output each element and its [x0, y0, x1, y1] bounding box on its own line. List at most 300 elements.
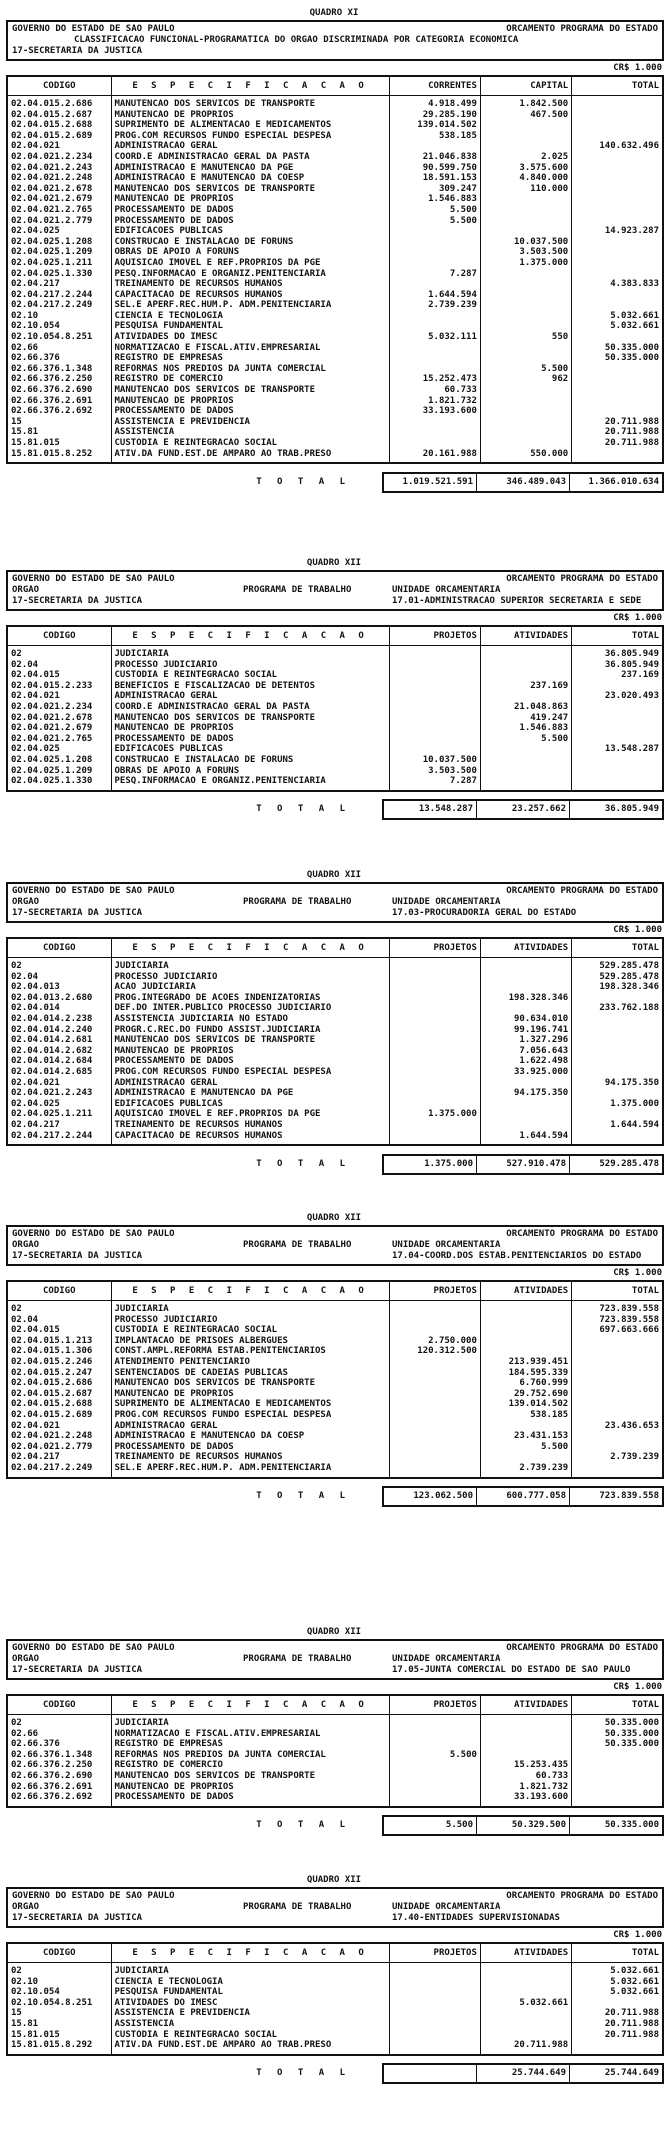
- orgao-label: ORGAO: [12, 1902, 40, 1912]
- cell-col4: 5.500: [480, 1442, 571, 1453]
- total-value: 723.839.558: [569, 1488, 662, 1505]
- cell-especificacao: JUDICIARIA: [111, 958, 389, 972]
- table-row: [7, 1792, 663, 1807]
- table-row: [7, 194, 663, 205]
- cell-total: 50.335.000: [572, 1729, 663, 1740]
- cell-codigo: 15.81.015.8.252: [7, 449, 111, 464]
- cell-codigo: 02.66: [7, 343, 111, 354]
- cell-col3: 2.750.000: [389, 1336, 480, 1347]
- cell-codigo: 02.04.025: [7, 226, 111, 237]
- cell-col3: [389, 681, 480, 692]
- cell-total: 529.285.478: [572, 972, 663, 983]
- currency-unit: CR$ 1.000: [613, 613, 662, 623]
- cell-col4: [480, 982, 571, 993]
- cell-total: [572, 1067, 663, 1078]
- table-row: [7, 216, 663, 227]
- cell-col3: 5.032.111: [389, 332, 480, 343]
- cell-especificacao: MANUTENCAO DE PROPRIOS: [111, 110, 389, 121]
- cell-codigo: 15.81.015: [7, 438, 111, 449]
- cell-col4: [480, 279, 571, 290]
- cell-col3: [389, 1782, 480, 1793]
- cell-codigo: 02.04.014.2.684: [7, 1056, 111, 1067]
- cell-col3: [389, 2030, 480, 2041]
- cell-especificacao: ASSISTENCIA JUDICIARIA NO ESTADO: [111, 1014, 389, 1025]
- table-row: [7, 1336, 663, 1347]
- header-line-1: [12, 1643, 658, 1654]
- cell-especificacao: AQUISICAO IMOVEL E REF.PROPRIOS DA PGE: [111, 258, 389, 269]
- cell-especificacao: JUDICIARIA: [111, 646, 389, 660]
- cell-col3: [389, 1963, 480, 1977]
- cell-codigo: 02.04.014.2.682: [7, 1046, 111, 1057]
- table-row: [7, 1131, 663, 1146]
- table-row: [7, 755, 663, 766]
- cell-codigo: 02.10.054: [7, 1987, 111, 1998]
- cell-col4: [480, 1977, 571, 1988]
- cell-col4: 5.500: [480, 364, 571, 375]
- orgao-label: ORGAO: [12, 897, 40, 907]
- total-cells: [382, 1154, 664, 1175]
- cell-codigo: 02.04.217.2.249: [7, 1463, 111, 1478]
- cell-especificacao: ADMINISTRACAO GERAL: [111, 1078, 389, 1089]
- table-header-row: [7, 1943, 663, 1963]
- cell-col3: [389, 1378, 480, 1389]
- table-row: [7, 141, 663, 152]
- cell-col3: 3.503.500: [389, 766, 480, 777]
- cell-col4: 184.595.339: [480, 1368, 571, 1379]
- table-row: [7, 1421, 663, 1432]
- table-row: [7, 269, 663, 280]
- table-row: [7, 1399, 663, 1410]
- column-header-especificacao: E S P E C I F I C A C A O: [111, 626, 389, 646]
- cell-especificacao: CAPACITACAO DE RECURSOS HUMANOS: [111, 290, 389, 301]
- cell-col3: [389, 2008, 480, 2019]
- table-row: [7, 1378, 663, 1389]
- column-header-total: TOTAL: [572, 1695, 663, 1715]
- cell-col4: [480, 427, 571, 438]
- cell-especificacao: CIENCIA E TECNOLOGIA: [111, 1977, 389, 1988]
- table-row: [7, 1088, 663, 1099]
- cell-col3: 5.500: [389, 205, 480, 216]
- cell-col4: 20.711.988: [480, 2040, 571, 2055]
- programa-label: PROGRAMA DE TRABALHO: [243, 1240, 352, 1250]
- total-value: 346.489.043: [476, 474, 569, 491]
- column-header-col3: CORRENTES: [389, 76, 480, 96]
- cell-col4: 6.760.999: [480, 1378, 571, 1389]
- header-box: [6, 1639, 664, 1680]
- unidade-name: 17.40-ENTIDADES SUPERVISIONADAS: [392, 1913, 560, 1923]
- cell-codigo: 02.04.014.2.685: [7, 1067, 111, 1078]
- column-header-especificacao: E S P E C I F I C A C A O: [111, 76, 389, 96]
- cell-col4: [480, 1729, 571, 1740]
- budget-program-label: ORCAMENTO PROGRAMA DO ESTADO: [506, 886, 658, 896]
- cell-codigo: 02.04.015.2.687: [7, 1389, 111, 1400]
- total-label: T O T A L: [256, 476, 350, 487]
- table-row: [7, 449, 663, 464]
- cell-codigo: 02.66.376.1.348: [7, 364, 111, 375]
- header-line-2: [12, 1902, 658, 1913]
- cell-total: [572, 1357, 663, 1368]
- total-row: [6, 1154, 664, 1174]
- quadro-section: [0, 870, 668, 1174]
- cell-total: [572, 1792, 663, 1807]
- cell-col4: 1.546.883: [480, 723, 571, 734]
- cell-codigo: 02.04.021.2.248: [7, 173, 111, 184]
- cell-codigo: 15.81: [7, 427, 111, 438]
- cell-codigo: 02.04.217.2.244: [7, 1131, 111, 1146]
- table-row: [7, 993, 663, 1004]
- cell-total: 36.805.949: [572, 660, 663, 671]
- table-row: [7, 96, 663, 110]
- total-row: [6, 1816, 664, 1836]
- cell-especificacao: CAPACITACAO DE RECURSOS HUMANOS: [111, 1131, 389, 1146]
- cell-total: [572, 702, 663, 713]
- cell-total: [572, 163, 663, 174]
- header-line-2: [12, 897, 658, 908]
- cell-codigo: 02.04.015.2.687: [7, 110, 111, 121]
- total-value: 123.062.500: [413, 1491, 473, 1501]
- table-row: [7, 1315, 663, 1326]
- cell-especificacao: CIENCIA E TECNOLOGIA: [111, 311, 389, 322]
- cell-col3: [389, 1463, 480, 1478]
- table-header-row: [7, 76, 663, 96]
- cell-especificacao: NORMATIZACAO E FISCAL.ATIV.EMPRESARIAL: [111, 343, 389, 354]
- table-row: [7, 713, 663, 724]
- table-header-row: [7, 1695, 663, 1715]
- cell-especificacao: JUDICIARIA: [111, 1715, 389, 1729]
- table-row: [7, 1078, 663, 1089]
- cell-especificacao: ADMINISTRACAO E MANUTENCAO DA PGE: [111, 163, 389, 174]
- secretaria-name: 17-SECRETARIA DA JUSTICA: [12, 46, 143, 56]
- cell-col4: 550.000: [480, 449, 571, 464]
- cell-codigo: 02.04.025.1.211: [7, 1109, 111, 1120]
- cell-especificacao: PESQUISA FUNDAMENTAL: [111, 1987, 389, 1998]
- cell-col4: [480, 670, 571, 681]
- table-row: [7, 2019, 663, 2030]
- table-row: [7, 290, 663, 301]
- table-row: [7, 1729, 663, 1740]
- column-header-col4: ATIVIDADES: [480, 1281, 571, 1301]
- cell-col3: [389, 1389, 480, 1400]
- cell-total: [572, 173, 663, 184]
- cell-col4: 213.939.451: [480, 1357, 571, 1368]
- column-header-total: TOTAL: [572, 938, 663, 958]
- cell-especificacao: PROCESSAMENTO DE DADOS: [111, 1792, 389, 1807]
- cell-total: [572, 1025, 663, 1036]
- header-box: [6, 1887, 664, 1928]
- cell-col3: [389, 982, 480, 993]
- total-value: 50.335.000: [569, 1817, 662, 1834]
- table-row: [7, 1782, 663, 1793]
- budget-table: [6, 1942, 664, 2056]
- budget-program-label: ORCAMENTO PROGRAMA DO ESTADO: [506, 24, 658, 34]
- cell-col4: [480, 1315, 571, 1326]
- cell-codigo: 02.04.015.1.306: [7, 1346, 111, 1357]
- cell-col3: [389, 1452, 480, 1463]
- header-line-1: [12, 886, 658, 897]
- quadro-title: QUADRO XII: [306, 1875, 362, 1885]
- total-value: 529.285.478: [569, 1156, 662, 1173]
- cell-total: [572, 2040, 663, 2055]
- cell-col3: [389, 660, 480, 671]
- table-row: [7, 110, 663, 121]
- cell-col3: [389, 1421, 480, 1432]
- table-row: [7, 982, 663, 993]
- budget-program-label: ORCAMENTO PROGRAMA DO ESTADO: [506, 574, 658, 584]
- cell-total: 140.632.496: [572, 141, 663, 152]
- cell-col4: [480, 1739, 571, 1750]
- table-row: [7, 1998, 663, 2009]
- total-value: 527.910.478: [476, 1156, 569, 1173]
- cell-especificacao: PROCESSAMENTO DE DADOS: [111, 216, 389, 227]
- cell-col4: 4.840.000: [480, 173, 571, 184]
- cell-codigo: 02.04.015: [7, 1325, 111, 1336]
- cell-col3: [389, 1998, 480, 2009]
- cell-codigo: 02.04.014.2.240: [7, 1025, 111, 1036]
- total-label: T O T A L: [256, 1158, 350, 1169]
- cell-especificacao: PROCESSAMENTO DE DADOS: [111, 406, 389, 417]
- table-row: [7, 1750, 663, 1761]
- cell-col4: 419.247: [480, 713, 571, 724]
- cell-col3: [389, 1035, 480, 1046]
- cell-col3: [389, 1431, 480, 1442]
- cell-col4: [480, 194, 571, 205]
- unidade-name: 17.01-ADMINISTRACAO SUPERIOR SECRETARIA E SEDE: [392, 596, 642, 606]
- cell-especificacao: OBRAS DE APOIO A FORUNS: [111, 766, 389, 777]
- table-row: [7, 427, 663, 438]
- cell-codigo: 02.04.021.2.678: [7, 184, 111, 195]
- cell-col4: 94.175.350: [480, 1088, 571, 1099]
- table-row: [7, 247, 663, 258]
- cell-especificacao: REGISTRO DE COMERCIO: [111, 1760, 389, 1771]
- cell-col3: [389, 247, 480, 258]
- table-row: [7, 1410, 663, 1421]
- cell-especificacao: TREINAMENTO DE RECURSOS HUMANOS: [111, 1452, 389, 1463]
- cell-col4: [480, 385, 571, 396]
- column-header-codigo: CODIGO: [7, 1943, 111, 1963]
- cell-codigo: 02.04.025.1.330: [7, 269, 111, 280]
- table-row: [7, 776, 663, 791]
- total-label: T O T A L: [256, 2068, 350, 2079]
- table-row: [7, 321, 663, 332]
- cell-codigo: 02.66.376.2.250: [7, 1760, 111, 1771]
- header-line-2: [12, 585, 658, 596]
- cell-codigo: 02.04.013.2.680: [7, 993, 111, 1004]
- secretaria-name: 17-SECRETARIA DA JUSTICA: [12, 908, 143, 918]
- table-row: [7, 1389, 663, 1400]
- cell-especificacao: ADMINISTRACAO E MANUTENCAO DA COESP: [111, 173, 389, 184]
- cell-especificacao: ATIV.DA FUND.EST.DE AMPARO AO TRAB.PRESO: [111, 449, 389, 464]
- cell-col3: 2.739.239: [389, 300, 480, 311]
- cell-codigo: 02.04.021.2.779: [7, 216, 111, 227]
- table-row: [7, 2040, 663, 2055]
- cell-especificacao: PESQ.INFORMACAO E ORGANIZ.PENITENCIARIA: [111, 776, 389, 791]
- cell-especificacao: PESQUISA FUNDAMENTAL: [111, 321, 389, 332]
- cell-col4: 15.253.435: [480, 1760, 571, 1771]
- table-row: [7, 1067, 663, 1078]
- currency-unit: CR$ 1.000: [613, 63, 662, 73]
- cell-col3: 7.287: [389, 776, 480, 791]
- table-row: [7, 120, 663, 131]
- cell-col4: [480, 396, 571, 407]
- table-row: [7, 1046, 663, 1057]
- cell-col4: 60.733: [480, 1771, 571, 1782]
- cell-col4: 2.739.239: [480, 1463, 571, 1478]
- cell-especificacao: MANUTENCAO DOS SERVICOS DE TRANSPORTE: [111, 1771, 389, 1782]
- cell-total: [572, 1346, 663, 1357]
- cell-total: 50.335.000: [572, 343, 663, 354]
- cell-codigo: 02.04.015.2.689: [7, 131, 111, 142]
- cell-codigo: 02.66.376.1.348: [7, 1750, 111, 1761]
- cell-total: 2.739.239: [572, 1452, 663, 1463]
- total-cells: [382, 472, 664, 493]
- cell-col4: 110.000: [480, 184, 571, 195]
- table-row: [7, 1739, 663, 1750]
- cell-col3: [389, 993, 480, 1004]
- unidade-name: 17.04-COORD.DOS ESTAB.PENITENCIARIOS DO ESTADO: [392, 1251, 642, 1261]
- cell-col3: [389, 1325, 480, 1336]
- budget-program-label: ORCAMENTO PROGRAMA DO ESTADO: [506, 1643, 658, 1653]
- secretaria-name: 17-SECRETARIA DA JUSTICA: [12, 596, 143, 606]
- cell-codigo: 02: [7, 958, 111, 972]
- header-line-1: [12, 24, 658, 35]
- cell-col4: [480, 120, 571, 131]
- quadro-title: QUADRO XII: [306, 558, 362, 568]
- cell-especificacao: MANUTENCAO DE PROPRIOS: [111, 723, 389, 734]
- cell-codigo: 02.04.217.2.244: [7, 290, 111, 301]
- government-label: GOVERNO DO ESTADO DE SAO PAULO: [12, 886, 175, 896]
- cell-total: [572, 396, 663, 407]
- cell-col4: [480, 958, 571, 972]
- cell-col4: 198.328.346: [480, 993, 571, 1004]
- unidade-label: UNIDADE ORCAMENTARIA: [392, 1240, 501, 1250]
- header-box: [6, 882, 664, 923]
- cell-col4: [480, 1120, 571, 1131]
- cell-total: 723.839.558: [572, 1315, 663, 1326]
- cell-total: [572, 1336, 663, 1347]
- cell-col3: [389, 1977, 480, 1988]
- table-row: [7, 1771, 663, 1782]
- cell-especificacao: MANUTENCAO DE PROPRIOS: [111, 1389, 389, 1400]
- table-row: [7, 723, 663, 734]
- cell-codigo: 02.04.015.2.686: [7, 96, 111, 110]
- cell-especificacao: TREINAMENTO DE RECURSOS HUMANOS: [111, 279, 389, 290]
- quadro-section: [0, 558, 668, 820]
- column-header-col3: PROJETOS: [389, 1943, 480, 1963]
- cell-col3: [389, 353, 480, 364]
- cell-especificacao: PROCESSAMENTO DE DADOS: [111, 1442, 389, 1453]
- cell-col3: [389, 646, 480, 660]
- cell-col3: [389, 1771, 480, 1782]
- cell-codigo: 02.66.376.2.690: [7, 385, 111, 396]
- cell-especificacao: ADMINISTRACAO E MANUTENCAO DA PGE: [111, 1088, 389, 1099]
- cell-col3: [389, 958, 480, 972]
- cell-especificacao: ASSISTENCIA E PREVIDENCIA: [111, 2008, 389, 2019]
- cell-codigo: 02: [7, 646, 111, 660]
- cell-codigo: 02: [7, 1715, 111, 1729]
- total-value: 600.777.058: [476, 1488, 569, 1505]
- cell-codigo: 02.04.025.1.209: [7, 247, 111, 258]
- column-header-total: TOTAL: [572, 76, 663, 96]
- cell-col3: [389, 1442, 480, 1453]
- cell-codigo: 02.04.021: [7, 1078, 111, 1089]
- cell-especificacao: ASSISTENCIA: [111, 2019, 389, 2030]
- cell-total: [572, 374, 663, 385]
- cell-codigo: 02.04.015.2.688: [7, 1399, 111, 1410]
- cell-col3: 15.252.473: [389, 374, 480, 385]
- cell-total: [572, 1014, 663, 1025]
- cell-col4: [480, 216, 571, 227]
- cell-total: 13.548.287: [572, 744, 663, 755]
- cell-total: [572, 258, 663, 269]
- header-line-2: [12, 1240, 658, 1251]
- cell-col4: [480, 290, 571, 301]
- cell-total: [572, 776, 663, 791]
- cell-codigo: 02.10.054.8.251: [7, 1998, 111, 2009]
- header-box: [6, 570, 664, 611]
- cell-especificacao: COORD.E ADMINISTRACAO GERAL DA PASTA: [111, 702, 389, 713]
- table-row: [7, 958, 663, 972]
- cell-col3: 5.500: [389, 1750, 480, 1761]
- total-cells: [382, 2063, 664, 2084]
- cell-col4: 33.193.600: [480, 1792, 571, 1807]
- cell-col3: [389, 713, 480, 724]
- cell-col4: 5.032.661: [480, 1998, 571, 2009]
- table-row: [7, 1120, 663, 1131]
- column-header-col3: PROJETOS: [389, 938, 480, 958]
- cell-col3: [389, 1056, 480, 1067]
- cell-col4: [480, 2019, 571, 2030]
- table-row: [7, 1346, 663, 1357]
- cell-codigo: 02.04.021.2.779: [7, 1442, 111, 1453]
- cell-especificacao: CUSTODIA E REINTEGRACAO SOCIAL: [111, 2030, 389, 2041]
- cell-especificacao: MANUTENCAO DOS SERVICOS DE TRANSPORTE: [111, 385, 389, 396]
- cell-col3: 60.733: [389, 385, 480, 396]
- cell-col4: 1.622.498: [480, 1056, 571, 1067]
- cell-total: [572, 993, 663, 1004]
- cell-especificacao: TREINAMENTO DE RECURSOS HUMANOS: [111, 1120, 389, 1131]
- header-line-2: [12, 35, 658, 46]
- total-value: 25.744.649: [476, 2065, 569, 2082]
- cell-especificacao: REGISTRO DE EMPRESAS: [111, 353, 389, 364]
- cell-col4: [480, 205, 571, 216]
- cell-col4: 23.431.153: [480, 1431, 571, 1442]
- cell-total: 20.711.988: [572, 438, 663, 449]
- cell-col4: [480, 660, 571, 671]
- cell-especificacao: BENEFICIOS E FISCALIZACAO DE DETENTOS: [111, 681, 389, 692]
- cell-codigo: 02.04.021.2.679: [7, 723, 111, 734]
- cell-col4: [480, 300, 571, 311]
- budget-table: [6, 1694, 664, 1808]
- table-row: [7, 300, 663, 311]
- table-row: [7, 311, 663, 322]
- cell-codigo: 02.66.376.2.692: [7, 1792, 111, 1807]
- cell-especificacao: PROCESSO JUDICIARIO: [111, 660, 389, 671]
- cell-col3: 90.599.750: [389, 163, 480, 174]
- cell-col3: [389, 1987, 480, 1998]
- cell-especificacao: PROG.COM RECURSOS FUNDO ESPECIAL DESPESA: [111, 1410, 389, 1421]
- table-row: [7, 258, 663, 269]
- total-value: 36.805.949: [569, 801, 662, 818]
- total-label: T O T A L: [256, 1491, 350, 1502]
- table-row: [7, 226, 663, 237]
- cell-total: [572, 1463, 663, 1478]
- cell-codigo: 02: [7, 1301, 111, 1315]
- table-row: [7, 385, 663, 396]
- cell-total: [572, 364, 663, 375]
- cell-especificacao: JUDICIARIA: [111, 1963, 389, 1977]
- cell-total: 23.020.493: [572, 691, 663, 702]
- cell-total: 5.032.661: [572, 311, 663, 322]
